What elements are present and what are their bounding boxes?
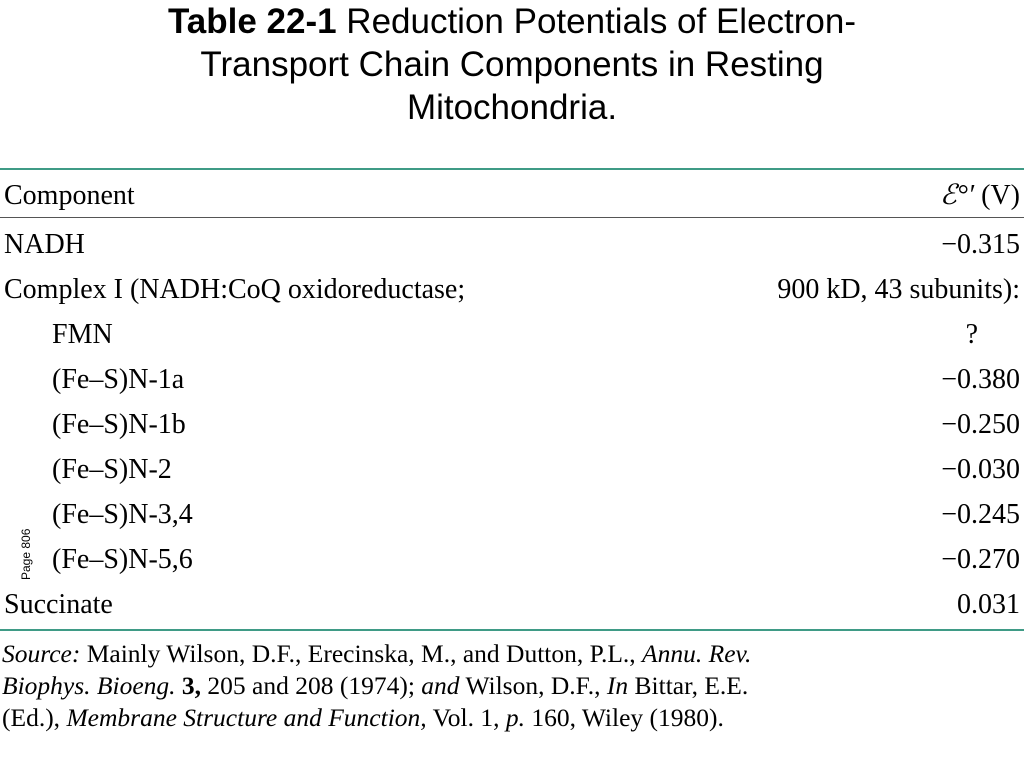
title-line-1: [0, 0, 1024, 43]
table-row: [0, 493, 1024, 537]
title-line-1-text: Reduction Potentials of Electron-: [336, 2, 857, 41]
row-component: (Fe–S)N-2: [52, 454, 172, 485]
row-component: (Fe–S)N-5,6: [52, 544, 193, 575]
source-text: 160, Wiley (1980).: [524, 703, 724, 732]
table-row: [0, 268, 1024, 312]
header-component: Component: [4, 180, 135, 211]
table-row: [0, 583, 1024, 627]
row-component: (Fe–S)N-1b: [52, 409, 186, 440]
source-book-title: Membrane Structure and Function,: [66, 703, 427, 732]
table-row: [0, 313, 1024, 357]
source-text: Wilson, D.F.,: [459, 671, 607, 700]
row-component: NADH: [4, 229, 85, 260]
table-row: [0, 538, 1024, 582]
row-potential: −0.030: [941, 454, 1020, 485]
header-potential-symbol: ℰ°′: [939, 180, 975, 211]
source-text: (Ed.),: [2, 703, 67, 732]
row-potential: ?: [965, 319, 978, 350]
source-volume: 3,: [175, 671, 202, 700]
table-header-rule: [0, 217, 1024, 218]
row-potential: −0.270: [941, 544, 1020, 575]
source-line-1: [2, 638, 751, 670]
row-component: (Fe–S)N-3,4: [52, 499, 193, 530]
table-row: [0, 223, 1024, 267]
source-journal-cont: Biophys. Bioeng.: [2, 671, 176, 700]
table-top-rule: [0, 168, 1024, 170]
title-line-3: Mitochondria.: [406, 88, 618, 127]
source-text: 205 and 208 (1974);: [201, 671, 422, 700]
title-table-number: Table 22-1: [167, 2, 337, 41]
source-line-3: [2, 702, 724, 734]
source-text: Mainly Wilson, D.F., Erecinska, M., and Dutton, P.L.,: [80, 639, 643, 668]
table-row: [0, 403, 1024, 447]
row-potential: 900 kD, 43 subunits):: [777, 274, 1020, 305]
row-potential: −0.315: [941, 229, 1020, 260]
source-page-abbrev: p.: [505, 703, 525, 732]
source-in: In: [606, 671, 629, 700]
header-potential-unit: (V): [974, 180, 1020, 211]
source-and: and: [421, 671, 460, 700]
row-component: Succinate: [4, 589, 113, 620]
row-component: Complex I (NADH:CoQ oxidoreductase;: [4, 274, 466, 305]
row-potential: 0.031: [957, 589, 1020, 620]
source-text: Bittar, E.E.: [628, 671, 749, 700]
page-number-label: Page 806: [19, 528, 33, 580]
table-row: [0, 358, 1024, 402]
row-component: FMN: [52, 319, 113, 350]
slide-title: [0, 0, 1024, 129]
source-journal: Annu. Rev.: [642, 639, 752, 668]
row-potential: −0.245: [941, 499, 1020, 530]
header-potential: [940, 174, 1020, 218]
source-text: Vol. 1,: [426, 703, 506, 732]
row-potential: −0.380: [941, 364, 1020, 395]
source-label: Source:: [2, 639, 81, 668]
source-line-2: [2, 670, 748, 702]
table-row: [0, 448, 1024, 492]
row-potential: −0.250: [941, 409, 1020, 440]
title-line-2: Transport Chain Components in Resting: [200, 45, 824, 84]
row-component: (Fe–S)N-1a: [52, 364, 185, 395]
table-bottom-rule: [0, 629, 1024, 631]
table-header-row: [0, 174, 1024, 218]
